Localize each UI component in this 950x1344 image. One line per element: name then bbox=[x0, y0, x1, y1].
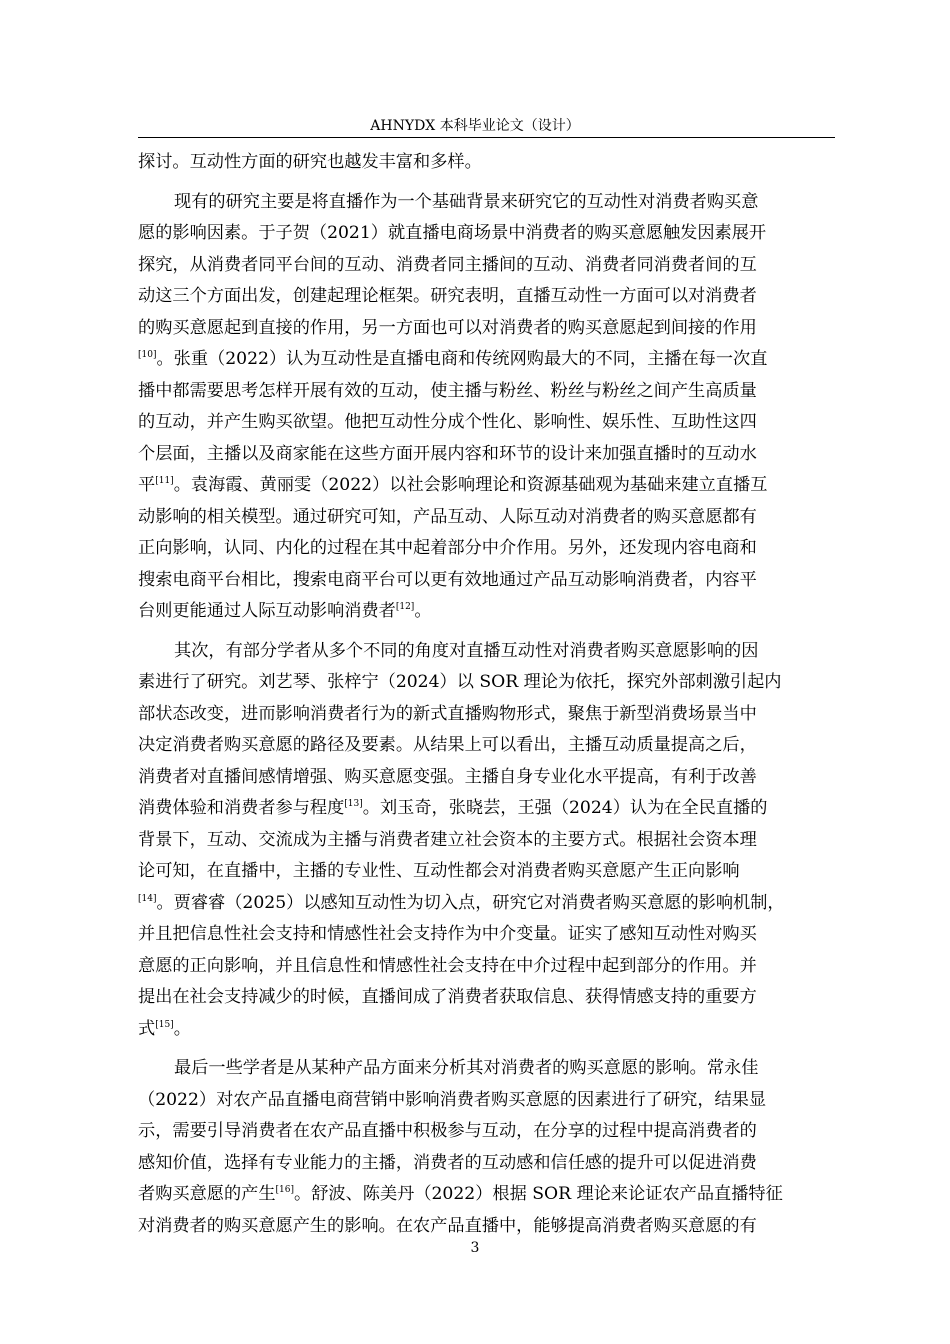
text-line bbox=[138, 344, 835, 376]
citation-reference: [12] bbox=[395, 602, 415, 612]
text-line bbox=[138, 407, 835, 439]
text-run: 消费体验和消费者参与程度 bbox=[138, 798, 345, 818]
paragraph-spacing bbox=[138, 179, 835, 187]
text-line bbox=[138, 313, 835, 345]
text-line bbox=[138, 250, 835, 282]
text-line bbox=[138, 281, 835, 313]
text-run: 提出在社会支持减少的时候，直播间成了消费者获取信息、获得情感支持的重要方 bbox=[138, 987, 757, 1007]
citation-reference: [14] bbox=[138, 893, 157, 904]
citation-reference: [16] bbox=[275, 1185, 294, 1195]
text-run: 感知价值，选择有专业能力的主播，消费者的互动感和信任感的提升可以促进消费 bbox=[138, 1152, 757, 1173]
text-run: 部状态改变，进而影响消费者行为的新式直播购物形式，聚焦于新型消费场景当中 bbox=[138, 703, 757, 724]
text-run: 的互动，并产生购买欲望。他把互动性分成个性化、影响性、娱乐性、互助性这四 bbox=[138, 412, 757, 432]
text-line bbox=[138, 376, 835, 408]
text-run: 并且把信息性社会支持和情感性社会支持作为中介变量。证实了感知互动性对购买 bbox=[138, 924, 757, 944]
text-line bbox=[138, 218, 835, 250]
text-line bbox=[138, 596, 835, 628]
text-line bbox=[138, 730, 835, 762]
text-run: 论可知，在直播中，主播的专业性、互动性都会对消费者购买意愿产生正向影响 bbox=[138, 861, 740, 881]
text-run: 背景下，互动、交流成为主播与消费者建立社会资本的主要方式。根据社会资本理 bbox=[138, 829, 757, 850]
paragraph bbox=[138, 187, 835, 628]
text-run: 式 bbox=[138, 1018, 156, 1039]
text-run: 。舒波、陈美丹（2022）根据 SOR 理论来论证农产品直播特征 bbox=[294, 1184, 783, 1204]
citation-reference: [15] bbox=[155, 1019, 174, 1030]
paragraph bbox=[138, 147, 835, 179]
citation-reference: [11] bbox=[155, 476, 174, 486]
text-run: 意愿的正向影响，并且信息性和情感性社会支持在中介过程中起到部分的作用。并 bbox=[138, 955, 757, 976]
text-line bbox=[138, 1085, 835, 1117]
text-line bbox=[138, 951, 835, 983]
text-run: （2022）对农产品直播电商营销中影响消费者购买意愿的因素进行了研究，结果显 bbox=[138, 1089, 767, 1110]
header-rule bbox=[138, 137, 835, 138]
text-run: 搜索电商平台相比，搜索电商平台可以更有效地通过产品互动影响消费者，内容平 bbox=[138, 569, 757, 590]
text-run: 。 bbox=[173, 1018, 191, 1039]
text-run: 。袁海霞、黄丽雯（2022）以社会影响理论和资源基础观为基础来建立直播互 bbox=[173, 475, 768, 495]
paragraph-spacing bbox=[138, 628, 835, 636]
text-run: 。贾睿睿（2025）以感知互动性为切入点，研究它对消费者购买意愿的影响机制， bbox=[156, 892, 785, 913]
text-line bbox=[138, 793, 835, 825]
text-run: 。刘玉奇，张晓芸，王强（2024）认为在全民直播的 bbox=[362, 798, 768, 818]
running-header: AHNYDX 本科毕业论文（设计） bbox=[370, 118, 580, 134]
text-line bbox=[138, 439, 835, 471]
text-run: 其次，有部分学者从多个不同的角度对直播互动性对消费者购买意愿影响的因 bbox=[174, 640, 759, 661]
text-run: 动这三个方面出发，创建起理论框架。研究表明，直播互动性一方面可以对消费者 bbox=[138, 286, 757, 306]
text-run: 示，需要引导消费者在农产品直播中积极参与互动，在分享的过程中提高消费者的 bbox=[138, 1121, 757, 1141]
text-line bbox=[138, 699, 835, 731]
text-line bbox=[138, 470, 835, 502]
page-number: 3 bbox=[470, 1240, 480, 1256]
text-run: 决定消费者购买意愿的路径及要素。从结果上可以看出，主播互动质量提高之后， bbox=[138, 735, 757, 755]
text-run: 台则更能通过人际互动影响消费者 bbox=[138, 601, 396, 621]
text-line bbox=[138, 1014, 835, 1046]
text-run: 探讨。互动性方面的研究也越发丰富和多样。 bbox=[138, 152, 482, 172]
text-run: 。 bbox=[414, 601, 432, 621]
text-line bbox=[138, 1179, 835, 1211]
paragraph bbox=[138, 1053, 835, 1242]
text-line bbox=[138, 762, 835, 794]
text-line bbox=[138, 533, 835, 565]
text-line bbox=[138, 1211, 835, 1243]
text-line bbox=[138, 565, 835, 597]
text-run: 探究，从消费者同平台间的互动、消费者同主播间的互动、消费者同消费者间的互 bbox=[138, 254, 757, 275]
text-run: 最后一些学者是从某种产品方面来分析其对消费者的购买意愿的影响。常永佳 bbox=[174, 1058, 759, 1078]
paragraph-spacing bbox=[138, 1045, 835, 1053]
text-line bbox=[138, 187, 835, 219]
text-run: 正向影响，认同、内化的过程在其中起着部分中介作用。另外，还发现内容电商和 bbox=[138, 538, 757, 558]
text-run: 个层面，主播以及商家能在这些方面开展内容和环节的设计来加强直播时的互动水 bbox=[138, 443, 757, 464]
text-run: 消费者对直播间感情增强、购买意愿变强。主播自身专业化水平提高，有利于改善 bbox=[138, 766, 757, 787]
text-line bbox=[138, 919, 835, 951]
citation-reference: [10] bbox=[138, 350, 157, 360]
text-line bbox=[138, 1148, 835, 1180]
text-line bbox=[138, 147, 835, 179]
text-run: 现有的研究主要是将直播作为一个基础背景来研究它的互动性对消费者购买意 bbox=[174, 191, 759, 212]
text-run: 愿的影响因素。于子贺（2021）就直播电商场景中消费者的购买意愿触发因素展开 bbox=[138, 223, 767, 243]
text-line bbox=[138, 888, 835, 920]
text-run: 。张重（2022）认为互动性是直播电商和传统网购最大的不同，主播在每一次直 bbox=[156, 349, 768, 369]
text-line bbox=[138, 667, 835, 699]
text-run: 动影响的相关模型。通过研究可知，产品互动、人际互动对消费者的购买意愿都有 bbox=[138, 506, 757, 527]
text-line bbox=[138, 856, 835, 888]
text-line bbox=[138, 502, 835, 534]
text-run: 平 bbox=[138, 475, 156, 495]
text-line bbox=[138, 636, 835, 668]
text-run: 播中都需要思考怎样开展有效的互动，使主播与粉丝、粉丝与粉丝之间产生高质量 bbox=[138, 380, 757, 401]
text-line bbox=[138, 1053, 835, 1085]
text-line bbox=[138, 1116, 835, 1148]
text-run: 素进行了研究。刘艺琴、张梓宁（2024）以 SOR 理论为依托，探究外部刺激引起内 bbox=[138, 672, 782, 692]
citation-reference: [13] bbox=[344, 799, 363, 809]
text-line bbox=[138, 825, 835, 857]
text-run: 对消费者的购买意愿产生的影响。在农产品直播中，能够提高消费者购买意愿的有 bbox=[138, 1215, 757, 1236]
body-text bbox=[138, 147, 835, 1242]
text-line bbox=[138, 982, 835, 1014]
paragraph bbox=[138, 636, 835, 1046]
text-run: 者购买意愿的产生 bbox=[138, 1184, 276, 1204]
text-run: 的购买意愿起到直接的作用，另一方面也可以对消费者的购买意愿起到间接的作用 bbox=[138, 317, 757, 338]
